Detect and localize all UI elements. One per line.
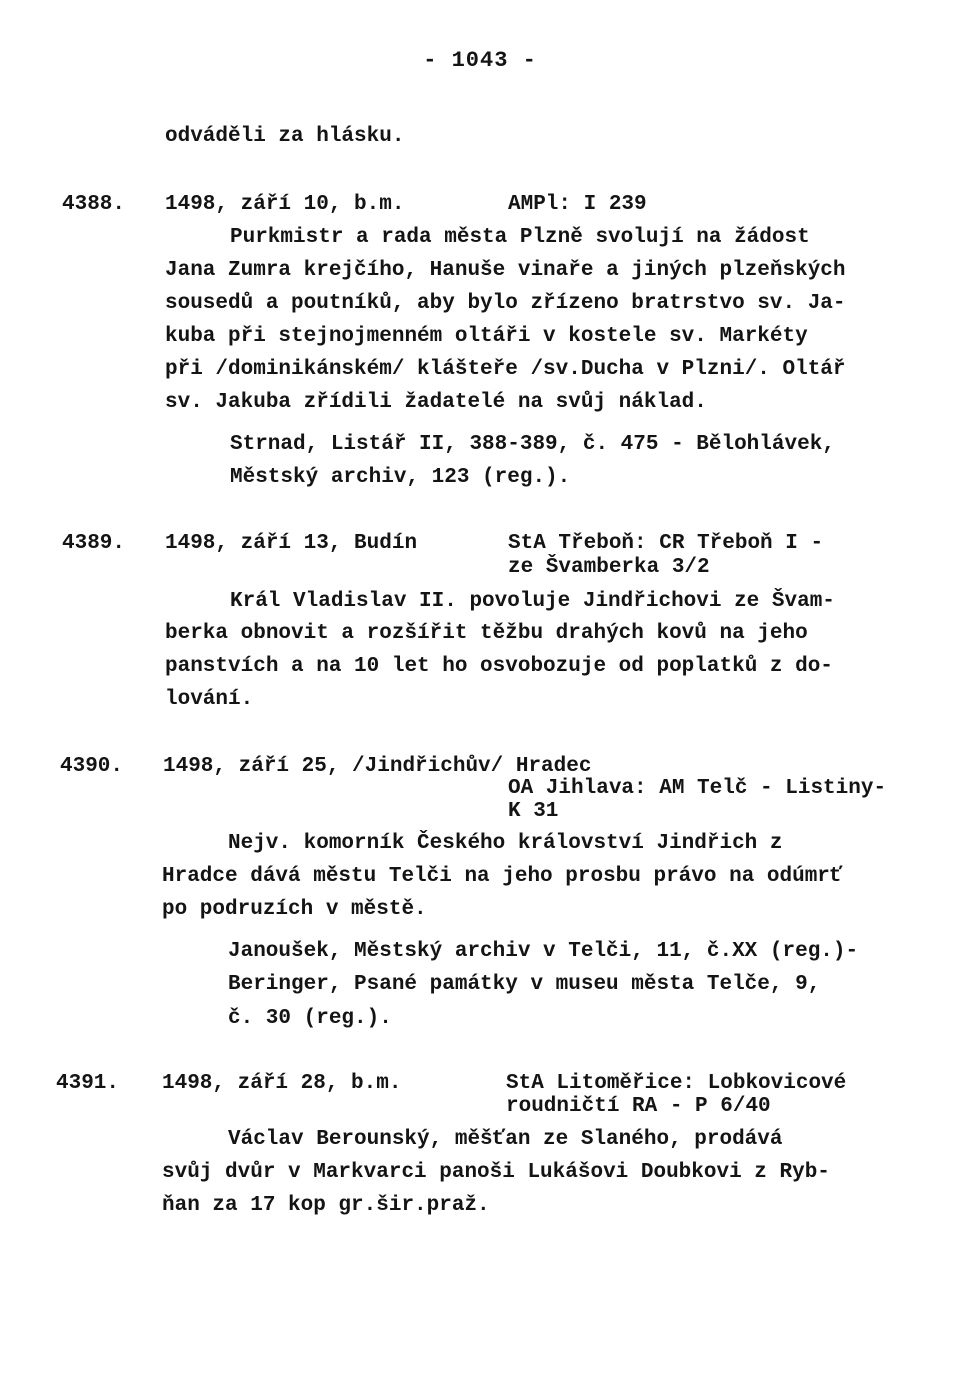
entry-text-line: Hradce dává městu Telči na jeho prosbu právo na odúmrť [162,865,843,888]
entry-number: 4391. [56,1072,120,1095]
entry-text-line: Jana Zumra krejčího, Hanuše vinaře a jiných plzeňských [165,259,846,282]
entry-literature-line: Městský archiv, 123 (reg.). [230,466,571,489]
entry-literature-line: Strnad, Listář II, 388-389, č. 475 - Bělohlávek, [230,433,835,456]
entry-number: 4390. [60,755,124,778]
entry-literature-line: Janoušek, Městský archiv v Telči, 11, č.XX (reg.)- [228,940,859,963]
entry-date-place: 1498, září 28, b.m. [162,1072,402,1095]
entry-text-line: svůj dvůr v Markvarci panoši Lukášovi Doubkovi z Ryb- [162,1161,830,1184]
entry-text-line: sousedů a poutníků, aby bylo zřízeno bratrstvo sv. Ja- [165,292,846,315]
entry-text-line: ňan za 17 kop gr.šir.praž. [162,1194,490,1217]
entry-archive: AMPl: I 239 [508,193,647,216]
entry-archive: roudničtí RA - P 6/40 [506,1095,771,1118]
entry-archive: StA Třeboň: CR Třeboň I - [508,532,824,555]
entry-text-line: Václav Berounský, měšťan ze Slaného, prodává [228,1128,783,1151]
entry-text-line: berka obnovit a rozšířit těžbu drahých kovů na jeho [165,622,808,645]
entry-text-line: sv. Jakuba zřídili žadatelé na svůj náklad. [165,391,707,414]
continuation-line: odváděli za hlásku. [165,125,405,148]
entry-literature-line: Beringer, Psané památky v museu města Telče, 9, [228,973,821,996]
page-number: - 1043 - [423,48,537,73]
entry-archive: ze Švamberka 3/2 [508,556,710,579]
entry-text-line: kuba při stejnojmenném oltáři v kostele sv. Markéty [165,325,808,348]
entry-number: 4388. [62,193,126,216]
entry-number: 4389. [62,532,126,555]
entry-date-place: 1498, září 25, /Jindřichův/ Hradec [163,755,592,778]
entry-text-line: po podruzích v městě. [162,898,427,921]
entry-literature-line: č. 30 (reg.). [228,1007,392,1030]
entry-archive: OA Jihlava: AM Telč - Listiny- [508,777,887,800]
entry-date-place: 1498, září 13, Budín [165,532,418,555]
entry-text-line: Nejv. komorník Českého království Jindřich z [228,832,783,855]
entry-text-line: Král Vladislav II. povoluje Jindřichovi ze Švam- [230,590,835,613]
entry-text-line: Purkmistr a rada města Plzně svolují na žádost [230,226,810,249]
entry-archive: StA Litoměřice: Lobkovicové [506,1072,847,1095]
entry-text-line: lování. [165,688,254,711]
entry-date-place: 1498, září 10, b.m. [165,193,405,216]
entry-text-line: při /dominikánském/ klášteře /sv.Ducha v Plzni/. Oltář [165,358,846,381]
entry-text-line: panstvích a na 10 let ho osvobozuje od poplatků z do- [165,655,833,678]
entry-archive: K 31 [508,800,559,823]
